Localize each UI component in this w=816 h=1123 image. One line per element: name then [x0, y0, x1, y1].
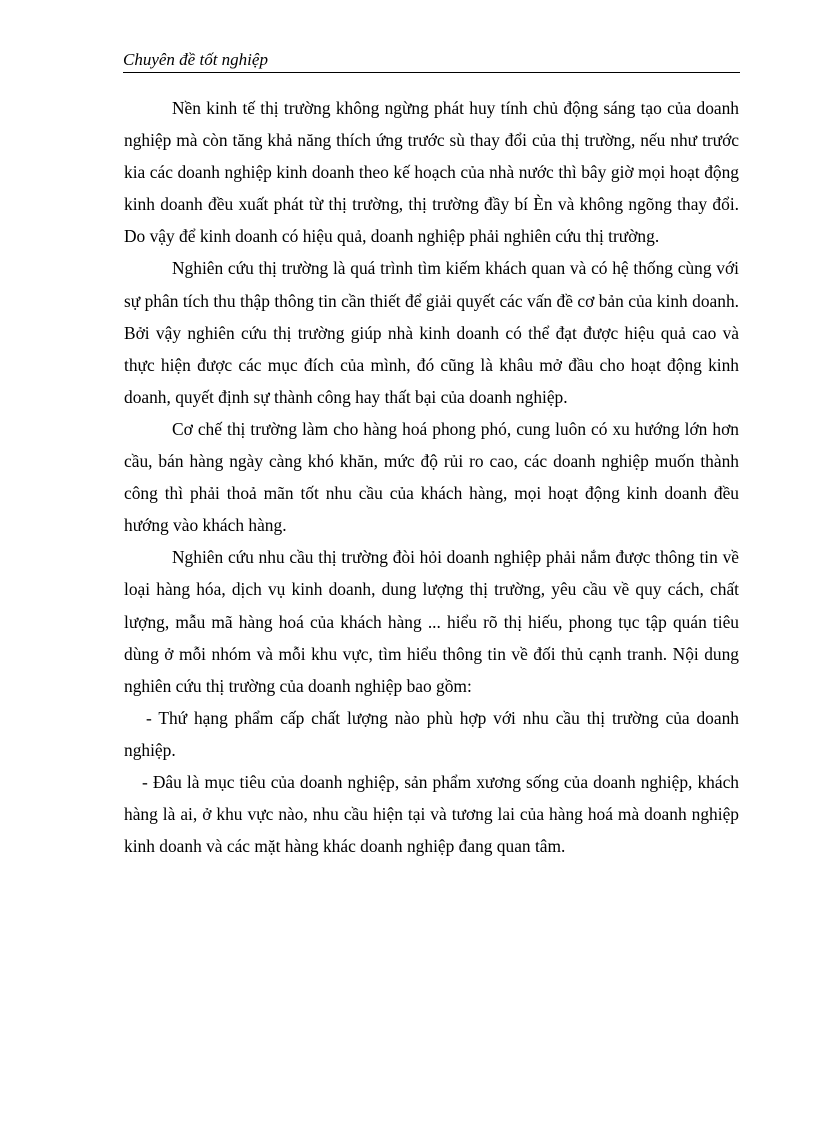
document-body — [124, 92, 739, 862]
bullet-quality-grade: - Thứ hạng phẩm cấp chất lượng nào phù hợp với nhu cầu thị trường của doanh nghiệp. — [124, 707, 739, 760]
page-header — [123, 50, 740, 73]
bullet-business-goal: - Đâu là mục tiêu của doanh nghiệp, sản phẩm xương sống của doanh nghiệp, khách hàng là ai, ở khu vực nào, nhu cầu hiện tại và tương lai của hàng hoá mà doanh nghiệp kinh doanh và các mặt hàng khác doanh nghiệp đang quan tâm. — [124, 771, 739, 857]
paragraph-market-mechanism: Cơ chế thị trường làm cho hàng hoá phong phó, cung luôn có xu hướng lớn hơn cầu, bán hàng ngày càng khó khăn, mức độ rủi ro cao, các doanh nghiệp muốn thành công thì phải thoả mãn tốt nhu cầu của khách hàng, mọi hoạt động kinh doanh đều hướng vào khách hàng. — [124, 418, 739, 536]
header-title: Chuyên đề tốt nghiệp — [123, 50, 268, 69]
paragraph-market-economy: Nền kinh tế thị trường không ngừng phát huy tính chủ động sáng tạo của doanh nghiệp mà còn tăng khả năng thích ứng trước sù thay đổi của thị trường, nếu như trước kia các doanh nghiệp kinh doanh theo kế hoạch của nhà nước thì bây giờ mọi hoạt động kinh doanh đều xuất phát từ thị trường, thị trường đầy bí Èn và không ngõng thay đổi. Do vậy để kinh doanh có hiệu quả, doanh nghiệp phải nghiên cứu thị trường. — [124, 98, 739, 247]
paragraph-market-research: Nghiên cứu thị trường là quá trình tìm kiếm khách quan và có hệ thống cùng với sự phân tích thu thập thông tin cần thiết để giải quyết các vấn đề cơ bản của kinh doanh. Bởi vậy nghiên cứu thị trường giúp nhà kinh doanh có thể đạt được hiệu quả cao và thực hiện được các mục đích của mình, đó cũng là khâu mở đầu cho hoạt động kinh doanh, quyết định sự thành công hay thất bại của doanh nghiệp. — [124, 258, 739, 407]
paragraph-demand-research: Nghiên cứu nhu cầu thị trường đòi hỏi doanh nghiệp phải nắm được thông tin về loại hàng hóa, dịch vụ kinh doanh, dung lượng thị trường, yêu cầu về quy cách, chất lượng, mẫu mã hàng hoá của khách hàng ... hiểu rõ thị hiếu, phong tục tập quán tiêu dùng ở mỗi nhóm và mỗi khu vực, tìm hiểu thông tin về đối thủ cạnh tranh. Nội dung nghiên cứu thị trường của doanh nghiệp bao gồm: — [124, 547, 739, 696]
